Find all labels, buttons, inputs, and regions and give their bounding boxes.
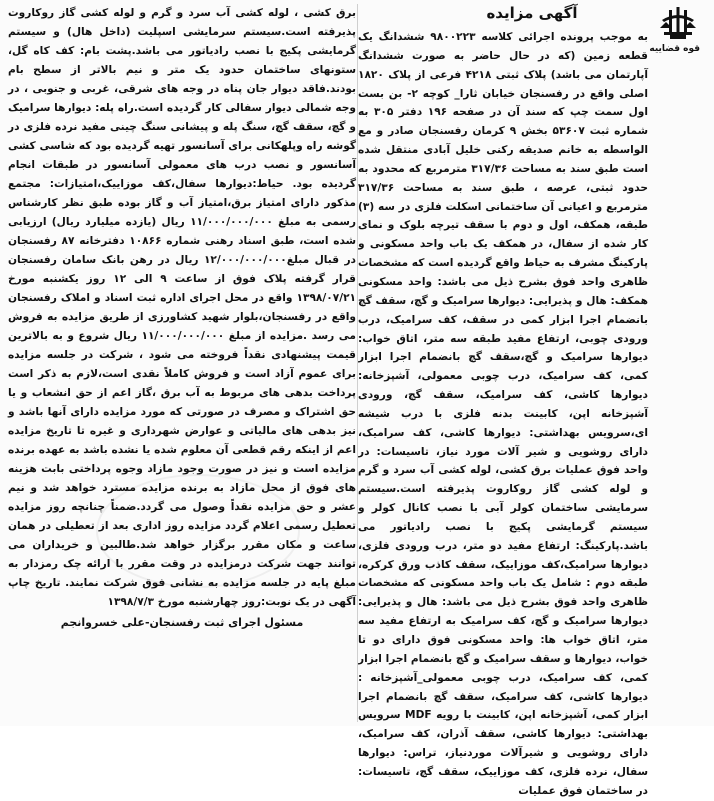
notice-header xyxy=(358,4,706,54)
notice-body-right: به موجب پرونده اجرائی کلاسه ۹۸۰۰۲۲۳ ششدانگ یک قطعه زمین (که در حال حاضر به صورت ششدانگ آپارتمان می باشد) پلاک ثبتی ۴۲۱۸ فرعی از پلاک ۱۸۲۰ اصلی واقع در رفسنجان خیابان ثارا_ کوچه ۲- بن بست اول سمت چپ که سند آن در صفحه ۱۹۶ دفتر ۳۰۵ به شماره ثبت ۵۳۶۰۷ بخش ۹ کرمان رفسنجان صادر و مع الواسطه به خانم صدیقه رکنی خلیل آبادی منتقل شده است طبق سند به مساحت ۳۱۷/۳۶ مترمربع که محدود به حدود ثبتی، عرصه ، طبق سند به مساحت ۳۱۷/۳۶ مترمربع و اعیانی آن ساختمانی اسکلت فلزی در سه (۳) طبقه، همکف، اول و دوم با سقف تیرچه بلوک و نمای کار شده از سفال، در همکف یک باب واحد مسکونی و پارکینگ مشرف به حیاط واقع گردیده است که مشخصات ظاهری واحد فوق بشرح ذیل می باشد: واحد مسکونی همکف: هال و پذیرایی: دیوارها سرامیک و گچ، سقف گچ بانضمام اجرا ابزار کمی در سقف، کف سرامیک، درب ورودی چوبی، ارتفاع مفید طبقه سه متر، اتاق خواب: دیوارها سرامیک و گچ،سقف گچ بانضمام اجرا ابزار کمی، کف سرامیک، درب چوبی معمولی، آشپزخانه: دیوارها کاشی، کف سرامیک، سقف گچ، ورودی آشپزخانه اپن، کابینت بدنه فلزی با درب شیشه ای،سرویس بهداشتی: دیوارها کاشی، کف سرامیک، دارای روشویی و شیر آلات مورد نیاز، تاسیسات: در واحد فوق عملیات برق کشی، لوله کشی آب سرد و گرم و لوله کشی گاز روکاروت پذیرفته است.سیستم سرمایشی ساختمان کولر آبی با نصب کانال کولر و سیستم گرمایشی پکیج با نصب رادیاتور می باشد.پارکینگ: ارتفاع مفید دو متر، درب ورودی فلزی، دیوارها سرامیک،کف موزاییک، سقف کاذب ورق کرکره، طبقه دوم : شامل یک باب واحد مسکونی که مشخصات ظاهری واحد فوق بشرح ذیل می باشد: هال و پذیرایی: دیوارها سرامیک و گچ، کف سرامیک به ارتفاع مفید سه متر، اتاق خواب ها: واحد مسکونی فوق دارای دو تا خواب، دیوارها و سقف سرامیک و گچ بانضمام اجرا ابزار کمی، کف سرامیک، درب چوبی معمولی_آشپزخانه : دیوارها کاشی، کف سرامیک، سقف گچ بانضمام اجرا ابزار کمی، آشپزخانه اپن، کابینت با رویه MDF سرویس بهداشتی: دیوارها کاشی، سقف آذران، کف سرامیک، دارای روشویی و شیرآلات موردنیاز، تراس: دیوارها سفال، نرده فلزی، کف موزاییک، سقف گچ، تاسیسات: در ساختمان فوق عملیات xyxy=(358,31,649,797)
notice-body-left: برق کشی ، لوله کشی آب سرد و گرم و لوله کشی گاز روکاروت پذیرفته است.سیستم سرمایشی اسپلیت (داخل هال) و سیستم گرمایشی پکیج با نصب رادیاتور می باشد.پشت بام: کف کاه گل، ستونهای ساختمان حدود یک متر و نیم بالاتر از سطح بام بودند.فاقد دیوار جان پناه در وجه های شرقی، غربی و جنوبی ، در وجه شمالی دیوار سفالی کار گردیده است.راه پله: دیوارها سرامیک و گچ، سقف گچ، سنگ پله و پیشانی سنگ چینی مفید نرده فلزی در گوشه راه وپلهکانی برای آسانسور تهیه گردیده بود که شاسی کشی آسانسور و نصب درب های معمولی آسانسور در طبقات انجام گردیده بود. حیاط:دیوارها سفال،کف موزاییک،امتیازات: مجتمع مذکور دارای امتیاز برق،امتیاز آب و گاز بوده طبق نظر کارشناس رسمی به مبلغ ۱۱/۰۰۰/۰۰۰/۰۰۰ ریال (یازده میلیارد ریال) ارزیابی شده است، طبق اسناد رهنی شماره ۱۰۸۶۶ دفترخانه ۸۷ رفسنجان در قبال مبلغ۱۲/۰۰۰/۰۰۰/۰۰۰ ریال در رهن بانک سامان رفسنجان قرار گرفته پلاک فوق از ساعت ۹ الی ۱۲ روز یکشنبه مورخ ۱۳۹۸/۰۷/۲۱ واقع در محل اجرای اداره ثبت اسناد و املاک رفسنجان واقع در رفسنجان،بلوار شهید کشاورزی از طریق مزایده به فروش می رسد .مزایده از مبلغ ۱۱/۰۰۰/۰۰۰/۰۰۰ ریال شروع و به بالاترین قیمت پیشنهادی نقداً فروخته می شود ، شرکت در جلسه مزایده برای عموم آزاد است و فروش کاملاً نقدی است،لازم به ذکر است پرداخت بدهی های مربوط به آب برق ،گاز اعم از حق انشعاب و یا حق اشتراک و مصرف در صورتی که مورد مزایده دارای آنها باشد و نیز بدهی های مالیاتی و عوارض شهرداری و غیره تا تاریخ مزایده اعم از اینکه رقم قطعی آن معلوم شده یا نشده باشد به عهده برنده مزایده است و نیز در صورت وجود مازاد وجوه پرداختی بابت هزینه های فوق از محل مازاد به برنده مزایده مسترد خواهد شد و نیم عشر و حق مزایده نقداً وصول می گردد.ضمناً چنانچه روز مزایده تعطیل رسمی اعلام گردد مزایده روز اداری بعد از تعطیلی در همان ساعت و مکان مقرر برگزار خواهد شد.طالبین و خریداران می توانند جهت شرکت درمزایده در وقت مقرر با ارائه چک رمزدار به مبلغ پایه در جلسه مزایده به نشانی فوق شرکت نمایند. تاریخ چاپ آگهی در یک نوبت:روز چهارشنبه مورخ ۱۳۹۸/۷/۳ xyxy=(8,7,357,608)
left-column xyxy=(6,4,356,722)
column-divider xyxy=(357,4,358,722)
right-column xyxy=(358,4,708,797)
emblem-caption: قوه قضاییه xyxy=(649,44,700,54)
signature-line: مسئول اجرای ثبت رفسنجان-علی خسروانجم xyxy=(60,616,304,629)
notice-title: آگهی مزایده xyxy=(486,4,578,22)
